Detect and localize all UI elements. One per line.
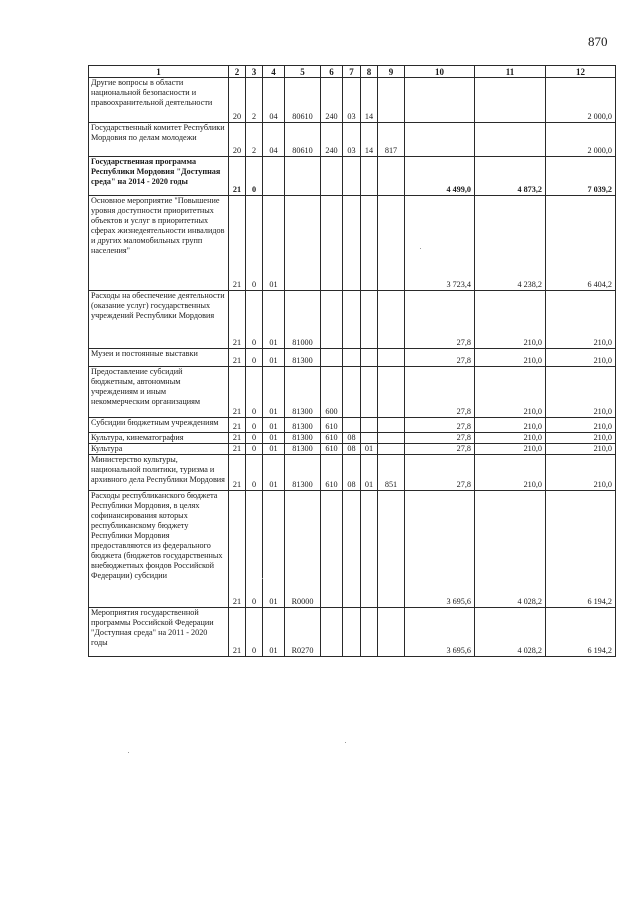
amount-cell: 4 028,2 [475,608,546,657]
code-cell: 81300 [285,455,321,491]
amount-cell: 27,8 [405,418,475,433]
amount-cell: 6 404,2 [546,196,616,291]
amount-cell: 4 873,2 [475,157,546,196]
row-name-cell: Другие вопросы в области национальной безопасности и правоохранительной деятельности [89,78,229,123]
col-header: 7 [343,66,361,78]
code-cell: 03 [343,123,361,157]
code-cell: 2 [246,123,263,157]
code-cell: 2 [246,78,263,123]
col-header: 11 [475,66,546,78]
row-name-cell: Государственный комитет Республики Мордовия по делам молодежи [89,123,229,157]
table-row [89,418,616,433]
amount-cell [475,123,546,157]
code-cell [361,196,378,291]
table-row [89,608,616,657]
code-cell [321,608,343,657]
code-cell [378,418,405,433]
code-cell: 04 [263,78,285,123]
col-header: 2 [229,66,246,78]
amount-cell: 6 194,2 [546,491,616,608]
code-cell: 21 [229,608,246,657]
amount-cell: 27,8 [405,444,475,455]
amount-cell: 2 000,0 [546,78,616,123]
row-name-cell: Расходы республиканского бюджета Республики Мордовия, в целях софинансирования которых республиканскому бюджету Республики Мордовия предоставляются из федерального бюджета (бюджетов государственных внебюджетных фондов Российской Федерации) субсидии [89,491,229,608]
code-cell [378,291,405,349]
code-cell: 0 [246,444,263,455]
code-cell: 21 [229,418,246,433]
code-cell: 0 [246,291,263,349]
code-cell [343,418,361,433]
code-cell: 851 [378,455,405,491]
code-cell: 0 [246,433,263,444]
row-name-cell: Культура, кинематография [89,433,229,444]
code-cell: 01 [361,455,378,491]
amount-cell: 210,0 [546,291,616,349]
code-cell: 08 [343,433,361,444]
amount-cell: 210,0 [475,367,546,418]
code-cell: 80610 [285,78,321,123]
code-cell: 01 [263,418,285,433]
code-cell [321,349,343,367]
amount-cell: 210,0 [475,455,546,491]
code-cell: 21 [229,444,246,455]
code-cell [285,157,321,196]
scan-speck [130,485,131,486]
code-cell: 01 [263,367,285,418]
row-name-cell: Предоставление субсидий бюджетным, автономным учреждениям и иным некоммерческим организациям [89,367,229,418]
amount-cell: 210,0 [546,455,616,491]
table-row [89,349,616,367]
amount-cell [405,123,475,157]
code-cell [343,196,361,291]
table-row [89,123,616,157]
table-row [89,78,616,123]
code-cell [361,291,378,349]
col-header: 5 [285,66,321,78]
code-cell: 21 [229,196,246,291]
amount-cell: 210,0 [475,433,546,444]
code-cell: 01 [361,444,378,455]
code-cell [378,349,405,367]
amount-cell: 210,0 [546,349,616,367]
code-cell [263,157,285,196]
code-cell [343,608,361,657]
col-header: 4 [263,66,285,78]
budget-table [88,65,616,657]
col-header: 12 [546,66,616,78]
row-name-cell: Культура [89,444,229,455]
code-cell: 21 [229,455,246,491]
code-cell: 01 [263,444,285,455]
scan-speck [128,752,129,753]
code-cell: 817 [378,123,405,157]
code-cell [343,491,361,608]
col-header: 6 [321,66,343,78]
amount-cell: 27,8 [405,349,475,367]
code-cell: 14 [361,123,378,157]
amount-cell: 7 039,2 [546,157,616,196]
code-cell: 0 [246,455,263,491]
code-cell: 21 [229,367,246,418]
row-name-cell: Министерство культуры, национальной политики, туризма и архивного дела Республики Мордовия [89,455,229,491]
code-cell [378,78,405,123]
code-cell: 08 [343,444,361,455]
amount-cell: 210,0 [475,418,546,433]
code-cell: 01 [263,291,285,349]
amount-cell: 3 695,6 [405,491,475,608]
amount-cell: 210,0 [475,349,546,367]
amount-cell: 6 194,2 [546,608,616,657]
scan-speck [420,248,421,249]
table-row [89,444,616,455]
page-number: 870 [588,34,608,49]
code-cell: 610 [321,444,343,455]
code-cell: 81300 [285,433,321,444]
code-cell [343,349,361,367]
code-cell [361,367,378,418]
code-cell [343,367,361,418]
table-row [89,291,616,349]
code-cell: 21 [229,491,246,608]
amount-cell: 210,0 [546,367,616,418]
code-cell: R0000 [285,491,321,608]
code-cell [378,444,405,455]
code-cell: 81300 [285,367,321,418]
code-cell: 01 [263,608,285,657]
code-cell [378,367,405,418]
code-cell: 21 [229,349,246,367]
code-cell [361,433,378,444]
table-row [89,491,616,608]
amount-cell: 210,0 [546,418,616,433]
code-cell [361,608,378,657]
row-name-cell: Государственная программа Республики Мордовия "Доступная среда" на 2014 - 2020 годы [89,157,229,196]
amount-cell: 210,0 [546,433,616,444]
row-name-cell: Основное мероприятие "Повышение уровня доступности приоритетных объектов и услуг в приоритетных сферах жизнедеятельности инвалидов и других маломобильных групп населения" [89,196,229,291]
code-cell: 14 [361,78,378,123]
code-cell: 0 [246,157,263,196]
code-cell: 21 [229,291,246,349]
code-cell [378,491,405,608]
code-cell [378,608,405,657]
row-name-cell: Расходы на обеспечение деятельности (оказание услуг) государственных учреждений Республики Мордовия [89,291,229,349]
code-cell: 01 [263,196,285,291]
amount-cell: 3 695,6 [405,608,475,657]
code-cell: 240 [321,123,343,157]
table-row [89,196,616,291]
code-cell: 81300 [285,349,321,367]
code-cell: 01 [263,491,285,608]
code-cell [321,196,343,291]
row-name-cell: Музеи и постоянные выставки [89,349,229,367]
code-cell: 03 [343,78,361,123]
code-cell: 610 [321,455,343,491]
col-header: 1 [89,66,229,78]
amount-cell: 210,0 [475,444,546,455]
amount-cell: 4 238,2 [475,196,546,291]
row-name-cell: Субсидии бюджетным учреждениям [89,418,229,433]
code-cell [378,433,405,444]
code-cell [285,196,321,291]
code-cell: 610 [321,433,343,444]
code-cell: 80610 [285,123,321,157]
code-cell [343,291,361,349]
code-cell [321,491,343,608]
amount-cell [475,78,546,123]
table-row [89,455,616,491]
amount-cell: 27,8 [405,367,475,418]
amount-cell: 3 723,4 [405,196,475,291]
scan-speck [262,578,263,579]
code-cell [321,291,343,349]
code-cell: 08 [343,455,361,491]
code-cell: 81300 [285,418,321,433]
code-cell: 01 [263,349,285,367]
code-cell: 21 [229,157,246,196]
code-cell: 610 [321,418,343,433]
code-cell: 20 [229,123,246,157]
col-header: 10 [405,66,475,78]
scan-speck [345,742,346,743]
code-cell [361,418,378,433]
code-cell [361,491,378,608]
code-cell: 240 [321,78,343,123]
amount-cell: 27,8 [405,455,475,491]
col-header: 8 [361,66,378,78]
amount-cell: 4 499,0 [405,157,475,196]
amount-cell: 210,0 [475,291,546,349]
code-cell [361,157,378,196]
code-cell: 0 [246,418,263,433]
table-row [89,157,616,196]
code-cell: 01 [263,455,285,491]
code-cell: 0 [246,491,263,608]
code-cell [321,157,343,196]
header-row [89,66,616,78]
amount-cell: 2 000,0 [546,123,616,157]
code-cell: 81000 [285,291,321,349]
code-cell: 0 [246,367,263,418]
amount-cell [405,78,475,123]
row-name-cell: Мероприятия государственной программы Российской Федерации "Доступная среда" на 2011 - 2020 годы [89,608,229,657]
code-cell [378,196,405,291]
amount-cell: 27,8 [405,291,475,349]
amount-cell: 210,0 [546,444,616,455]
code-cell: 04 [263,123,285,157]
code-cell [378,157,405,196]
code-cell [361,349,378,367]
table-row [89,433,616,444]
col-header: 9 [378,66,405,78]
table-row [89,367,616,418]
code-cell: 81300 [285,444,321,455]
code-cell: 21 [229,433,246,444]
code-cell: R0270 [285,608,321,657]
col-header: 3 [246,66,263,78]
amount-cell: 4 028,2 [475,491,546,608]
code-cell [343,157,361,196]
code-cell: 0 [246,196,263,291]
code-cell: 0 [246,349,263,367]
code-cell: 600 [321,367,343,418]
amount-cell: 27,8 [405,433,475,444]
code-cell: 0 [246,608,263,657]
code-cell: 01 [263,433,285,444]
code-cell: 20 [229,78,246,123]
